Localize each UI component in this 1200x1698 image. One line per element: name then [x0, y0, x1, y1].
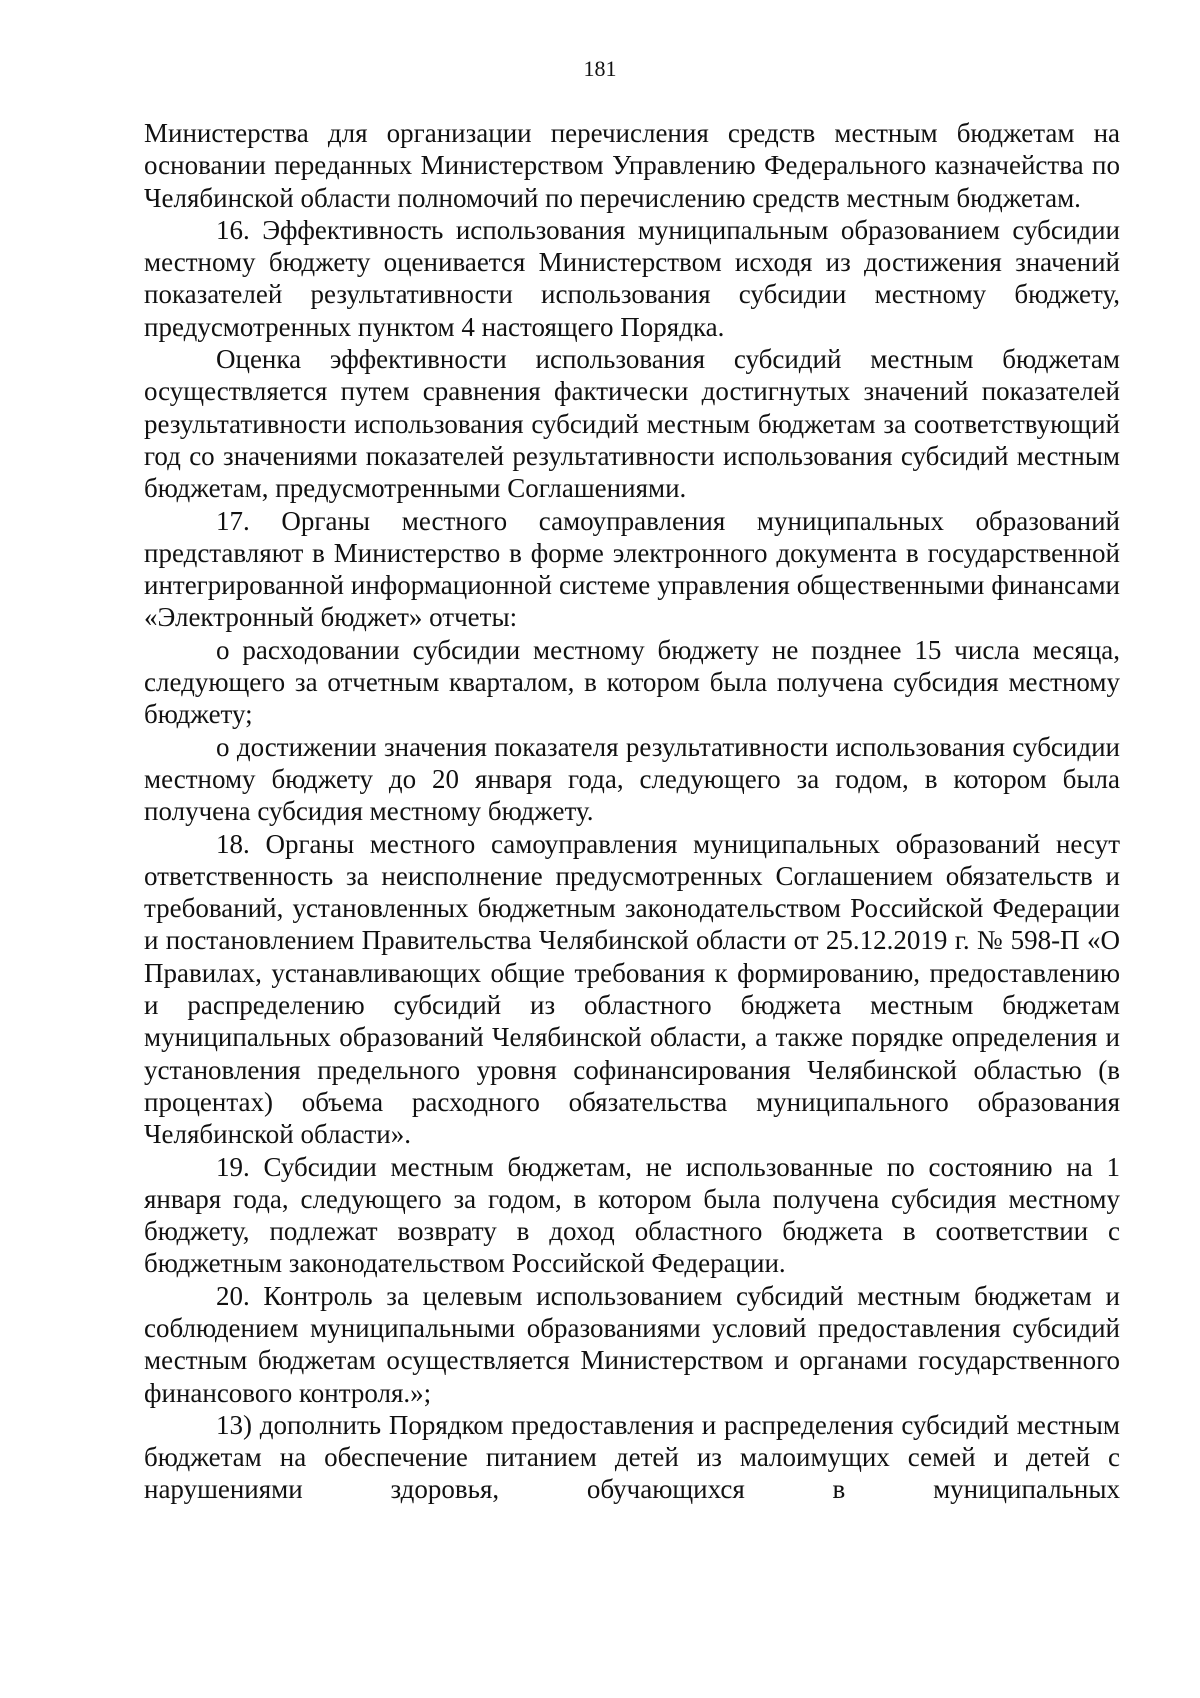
paragraph-report-spending: о расходовании субсидии местному бюджету не позднее 15 числа месяца, следующего за отчетным кварталом, в котором была получена субсидия местному бюджету; — [144, 634, 1120, 730]
paragraph-report-indicator: о достижении значения показателя результативности использования субсидии местному бюджету до 20 января года, следующего за годом, в котором была получена субсидия местному бюджету. — [144, 731, 1120, 827]
paragraph-16: 16. Эффективность использования муниципальным образованием субсидии местному бюджету оценивается Министерством исходя из достижения значений показателей результативности использования субсидии местному бюджету, предусмотренных пунктом 4 настоящего Порядка. — [144, 214, 1120, 342]
page-number: 181 — [583, 56, 617, 81]
paragraph-evaluation: Оценка эффективности использования субсидий местным бюджетам осуществляется путем сравнения фактически достигнутых значений показателей результативности использования субсидий местным бюджетам за соответствующий год со значениями показателей результативности использования субсидий местным бюджетам, предусмотренными Соглашениями. — [144, 344, 1120, 504]
document-body — [144, 117, 1120, 1506]
paragraph-item-13: 13) дополнить Порядком предоставления и распределения субсидий местным бюджетам на обеспечение питанием детей из малоимущих семей и детей с нарушениями здоровья, обучающихся в муниципальных — [144, 1409, 1120, 1505]
paragraph-17: 17. Органы местного самоуправления муниципальных образований представляют в Министерство в форме электронного документа в государственной интегрированной информационной системе управления общественными финансами «Электронный бюджет» отчеты: — [144, 505, 1120, 633]
paragraph-continuation: Министерства для организации перечисления средств местным бюджетам на основании переданных Министерством Управлению Федерального казначейства по Челябинской области полномочий по перечислению средств местным бюджетам. — [144, 118, 1120, 213]
paragraph-18: 18. Органы местного самоуправления муниципальных образований несут ответственность за неисполнение предусмотренных Соглашением обязательств и требований, установленных бюджетным законодательством Российской Федерации и постановлением Правительства Челябинской области от 25.12.2019 г. № 598-П «О Правилах, устанавливающих общие требования к формированию, предоставлению и распределению субсидий из областного бюджета местным бюджетам муниципальных образований Челябинской области, а также порядке определения и установления предельного уровня софинансирования Челябинской областью (в процентах) объема расходного обязательства муниципального образования Челябинской области». — [144, 828, 1120, 1150]
paragraph-20: 20. Контроль за целевым использованием субсидий местным бюджетам и соблюдением муниципальными образованиями условий предоставления субсидий местным бюджетам осуществляется Министерством и органами государственного финансового контроля.»; — [144, 1280, 1120, 1408]
paragraph-19: 19. Субсидии местным бюджетам, не использованные по состоянию на 1 января года, следующего за годом, в котором была получена субсидия местному бюджету, подлежат возврату в доход областного бюджета в соответствии с бюджетным законодательством Российской Федерации. — [144, 1151, 1120, 1279]
